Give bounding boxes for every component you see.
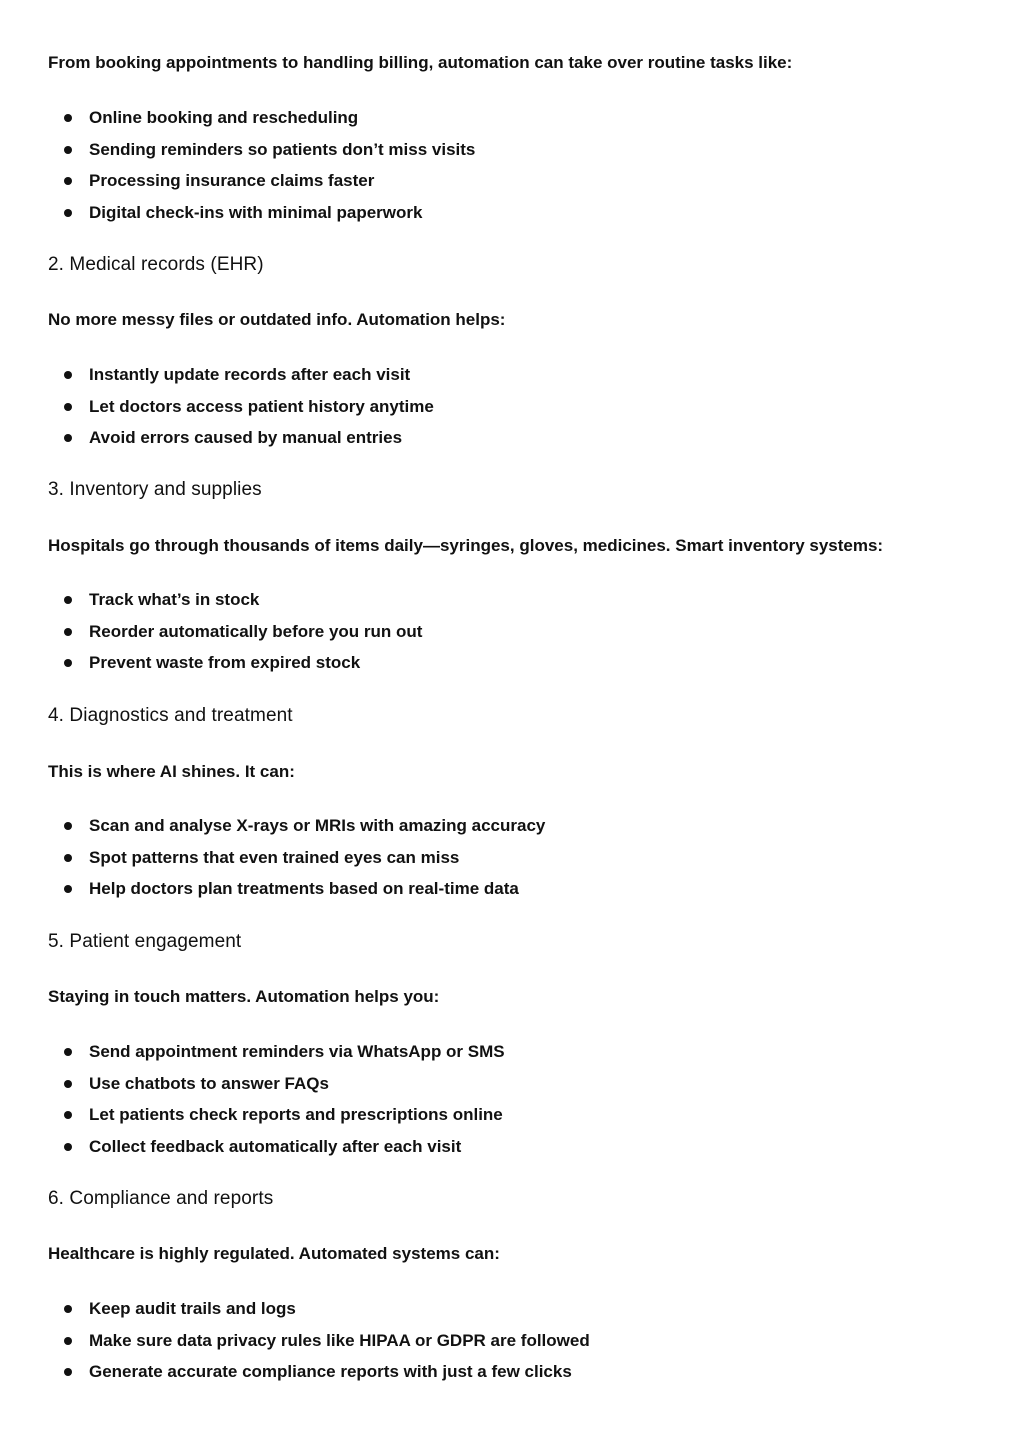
list-item bbox=[0, 1360, 590, 1392]
section-heading-patient-engagement: 5. Patient engagement bbox=[48, 931, 242, 952]
list-item bbox=[0, 363, 434, 395]
list-item-text: Prevent waste from expired stock bbox=[89, 653, 361, 672]
bullet-icon bbox=[64, 434, 72, 442]
list-item bbox=[0, 1040, 505, 1072]
list-item bbox=[0, 588, 422, 620]
list-item-text: Keep audit trails and logs bbox=[89, 1299, 296, 1318]
bullet-icon bbox=[64, 1111, 72, 1119]
list-item bbox=[0, 169, 475, 201]
list-item-text: Reorder automatically before you run out bbox=[89, 621, 423, 641]
list-item bbox=[0, 138, 475, 170]
list-item-text: Online booking and rescheduling bbox=[89, 108, 359, 127]
list-item bbox=[0, 1072, 505, 1104]
bullet-icon bbox=[64, 596, 72, 604]
list-item bbox=[0, 651, 422, 683]
bullet-icon bbox=[64, 371, 72, 379]
list-item-text: Avoid errors caused by manual entries bbox=[89, 428, 403, 447]
bullet-icon bbox=[64, 209, 72, 217]
list-item bbox=[0, 1135, 505, 1167]
bullet-icon bbox=[64, 177, 72, 185]
section-intro-medical-records: No more messy files or outdated info. Automation helps: bbox=[48, 310, 506, 329]
intro-paragraph: From booking appointments to handling billing, automation can take over routine tasks like: bbox=[48, 53, 793, 72]
section-heading-diagnostics: 4. Diagnostics and treatment bbox=[48, 705, 293, 726]
bullet-icon bbox=[64, 1080, 72, 1088]
bullet-icon bbox=[64, 659, 72, 667]
list-item bbox=[0, 846, 545, 878]
list-item-text: Track what’s in stock bbox=[89, 590, 260, 609]
list-item bbox=[0, 426, 434, 458]
list-item-text: Instantly update records after each visit bbox=[89, 365, 411, 384]
bullet-list-inventory bbox=[0, 588, 422, 683]
list-item-text: Make sure data privacy rules like HIPAA or GDPR are followed bbox=[89, 1330, 590, 1350]
bullet-icon bbox=[64, 885, 72, 893]
intro-bullet-list bbox=[0, 106, 475, 232]
list-item bbox=[0, 106, 475, 138]
section-intro-inventory: Hospitals go through thousands of items daily—syringes, gloves, medicines. Smart inventory systems: bbox=[48, 536, 884, 555]
bullet-icon bbox=[64, 1368, 72, 1376]
list-item-text: Generate accurate compliance reports with just a few clicks bbox=[89, 1362, 572, 1381]
bullet-list-patient-engagement bbox=[0, 1040, 505, 1166]
section-heading-inventory: 3. Inventory and supplies bbox=[48, 479, 262, 500]
section-intro-patient-engagement: Staying in touch matters. Automation helps you: bbox=[48, 987, 440, 1006]
list-item-text: Let doctors access patient history anytime bbox=[89, 396, 434, 416]
list-item-text: Help doctors plan treatments based on real-time data bbox=[89, 879, 519, 898]
list-item-text: Spot patterns that even trained eyes can miss bbox=[89, 847, 460, 867]
list-item-text: Use chatbots to answer FAQs bbox=[89, 1073, 329, 1093]
section-intro-diagnostics: This is where AI shines. It can: bbox=[48, 762, 295, 781]
bullet-icon bbox=[64, 114, 72, 122]
bullet-list-diagnostics bbox=[0, 814, 545, 909]
list-item-text: Let patients check reports and prescriptions online bbox=[89, 1105, 503, 1124]
list-item bbox=[0, 877, 545, 909]
list-item bbox=[0, 201, 475, 233]
bullet-icon bbox=[64, 628, 72, 636]
bullet-list-compliance bbox=[0, 1297, 590, 1392]
list-item-text: Processing insurance claims faster bbox=[89, 171, 375, 190]
list-item bbox=[0, 1297, 590, 1329]
section-heading-compliance: 6. Compliance and reports bbox=[48, 1188, 274, 1209]
bullet-icon bbox=[64, 1337, 72, 1345]
section-heading-medical-records: 2. Medical records (EHR) bbox=[48, 254, 264, 275]
bullet-icon bbox=[64, 854, 72, 862]
bullet-icon bbox=[64, 822, 72, 830]
list-item-text: Digital check-ins with minimal paperwork bbox=[89, 202, 423, 222]
list-item-text: Send appointment reminders via WhatsApp or SMS bbox=[89, 1042, 505, 1061]
list-item bbox=[0, 1329, 590, 1361]
list-item-text: Collect feedback automatically after each visit bbox=[89, 1136, 462, 1156]
bullet-icon bbox=[64, 146, 72, 154]
section-intro-compliance: Healthcare is highly regulated. Automated systems can: bbox=[48, 1244, 500, 1263]
list-item bbox=[0, 1103, 505, 1135]
bullet-icon bbox=[64, 1143, 72, 1151]
list-item bbox=[0, 814, 545, 846]
bullet-icon bbox=[64, 1048, 72, 1056]
bullet-icon bbox=[64, 403, 72, 411]
list-item-text: Scan and analyse X-rays or MRIs with amazing accuracy bbox=[89, 816, 546, 835]
list-item bbox=[0, 620, 422, 652]
list-item-text: Sending reminders so patients don’t miss visits bbox=[89, 139, 476, 159]
bullet-list-medical-records bbox=[0, 363, 434, 458]
bullet-icon bbox=[64, 1305, 72, 1313]
list-item bbox=[0, 395, 434, 427]
